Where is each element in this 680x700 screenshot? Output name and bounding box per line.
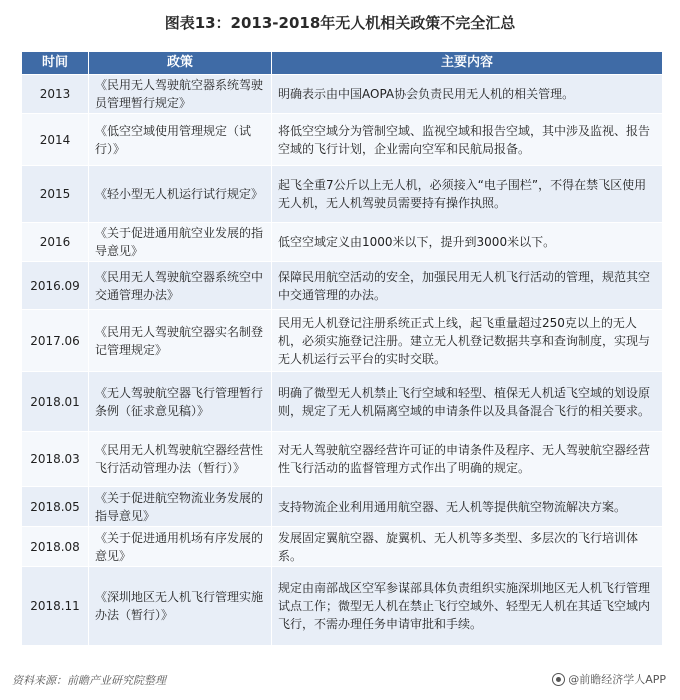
cell-policy: 《民用无人驾驶航空器实名制登记管理规定》 (89, 310, 272, 372)
policy-table (22, 52, 662, 645)
brand-credit (552, 671, 666, 687)
table-row (22, 487, 662, 527)
cell-time: 2018.11 (22, 567, 89, 645)
table-row (22, 75, 662, 114)
header-time: 时间 (22, 52, 89, 75)
brand-logo-icon (552, 673, 565, 686)
cell-content: 发展固定翼航空器、旋翼机、无人机等多类型、多层次的飞行培训体系。 (272, 527, 663, 567)
cell-policy: 《民用无人驾驶航空器系统驾驶员管理暂行规定》 (89, 75, 272, 114)
cell-content: 低空空域定义由1000米以下，提升到3000米以下。 (272, 223, 663, 262)
cell-time: 2018.08 (22, 527, 89, 567)
brand-text: @前瞻经济学人APP (568, 673, 666, 686)
cell-time: 2013 (22, 75, 89, 114)
cell-time: 2018.05 (22, 487, 89, 527)
table-title: 图表13：2013-2018年无人机相关政策不完全汇总 (164, 14, 516, 32)
table-row (22, 527, 662, 567)
cell-policy: 《关于促进通用航空业发展的指导意见》 (89, 223, 272, 262)
source-note: 资料来源：前瞻产业研究院整理 (12, 674, 166, 687)
cell-time: 2014 (22, 114, 89, 166)
cell-content: 明确表示由中国AOPA协会负责民用无人机的相关管理。 (272, 75, 663, 114)
cell-time: 2018.01 (22, 372, 89, 432)
cell-time: 2016.09 (22, 262, 89, 310)
cell-policy: 《民用无人机驾驶航空器经营性飞行活动管理办法（暂行）》 (89, 432, 272, 487)
cell-content: 保障民用航空活动的安全，加强民用无人机飞行活动的管理，规范其空中交通管理的办法。 (272, 262, 663, 310)
header-content: 主要内容 (272, 52, 663, 75)
cell-content: 支持物流企业利用通用航空器、无人机等提供航空物流解决方案。 (272, 487, 663, 527)
cell-time: 2018.03 (22, 432, 89, 487)
cell-content: 起飞全重7公斤以上无人机，必须接入“电子围栏”，不得在禁飞区使用无人机，无人机驾驶员需要持有操作执照。 (272, 166, 663, 223)
cell-content: 民用无人机登记注册系统正式上线，起飞重量超过250克以上的无人机，必须实施登记注册。建立无人机登记数据共享和查询制度，实现与无人机运行云平台的实时交联。 (272, 310, 663, 372)
cell-policy: 《民用无人驾驶航空器系统空中交通管理办法》 (89, 262, 272, 310)
cell-time: 2015 (22, 166, 89, 223)
table-row (22, 567, 662, 645)
table-row (22, 114, 662, 166)
table-row (22, 432, 662, 487)
cell-time: 2017.06 (22, 310, 89, 372)
header-policy: 政策 (89, 52, 272, 75)
table-row (22, 310, 662, 372)
cell-content: 规定由南部战区空军参谋部具体负责组织实施深圳地区无人机飞行管理试点工作；微型无人机在禁止飞行空域外、轻型无人机在其适飞空域内飞行，不需办理任务申请审批和手续。 (272, 567, 663, 645)
table-row (22, 372, 662, 432)
cell-content: 将低空空域分为管制空域、监视空域和报告空域，其中涉及监视、报告空域的飞行计划，企业需向空军和民航局报备。 (272, 114, 663, 166)
cell-policy: 《关于促进通用机场有序发展的意见》 (89, 527, 272, 567)
table-row (22, 166, 662, 223)
cell-content: 对无人驾驶航空器经营许可证的申请条件及程序、无人驾驶航空器经营性飞行活动的监督管理方式作出了明确的规定。 (272, 432, 663, 487)
cell-policy: 《低空空域使用管理规定（试行）》 (89, 114, 272, 166)
cell-policy: 《无人驾驶航空器飞行管理暂行条例（征求意见稿）》 (89, 372, 272, 432)
cell-time: 2016 (22, 223, 89, 262)
cell-policy: 《深圳地区无人机飞行管理实施办法（暂行）》 (89, 567, 272, 645)
table-row (22, 223, 662, 262)
cell-content: 明确了微型无人机禁止飞行空域和轻型、植保无人机适飞空域的划设原则，规定了无人机隔离空域的申请条件以及具备混合飞行的相关要求。 (272, 372, 663, 432)
table-header-row (22, 52, 662, 75)
cell-policy: 《轻小型无人机运行试行规定》 (89, 166, 272, 223)
table-row (22, 262, 662, 310)
cell-policy: 《关于促进航空物流业务发展的指导意见》 (89, 487, 272, 527)
